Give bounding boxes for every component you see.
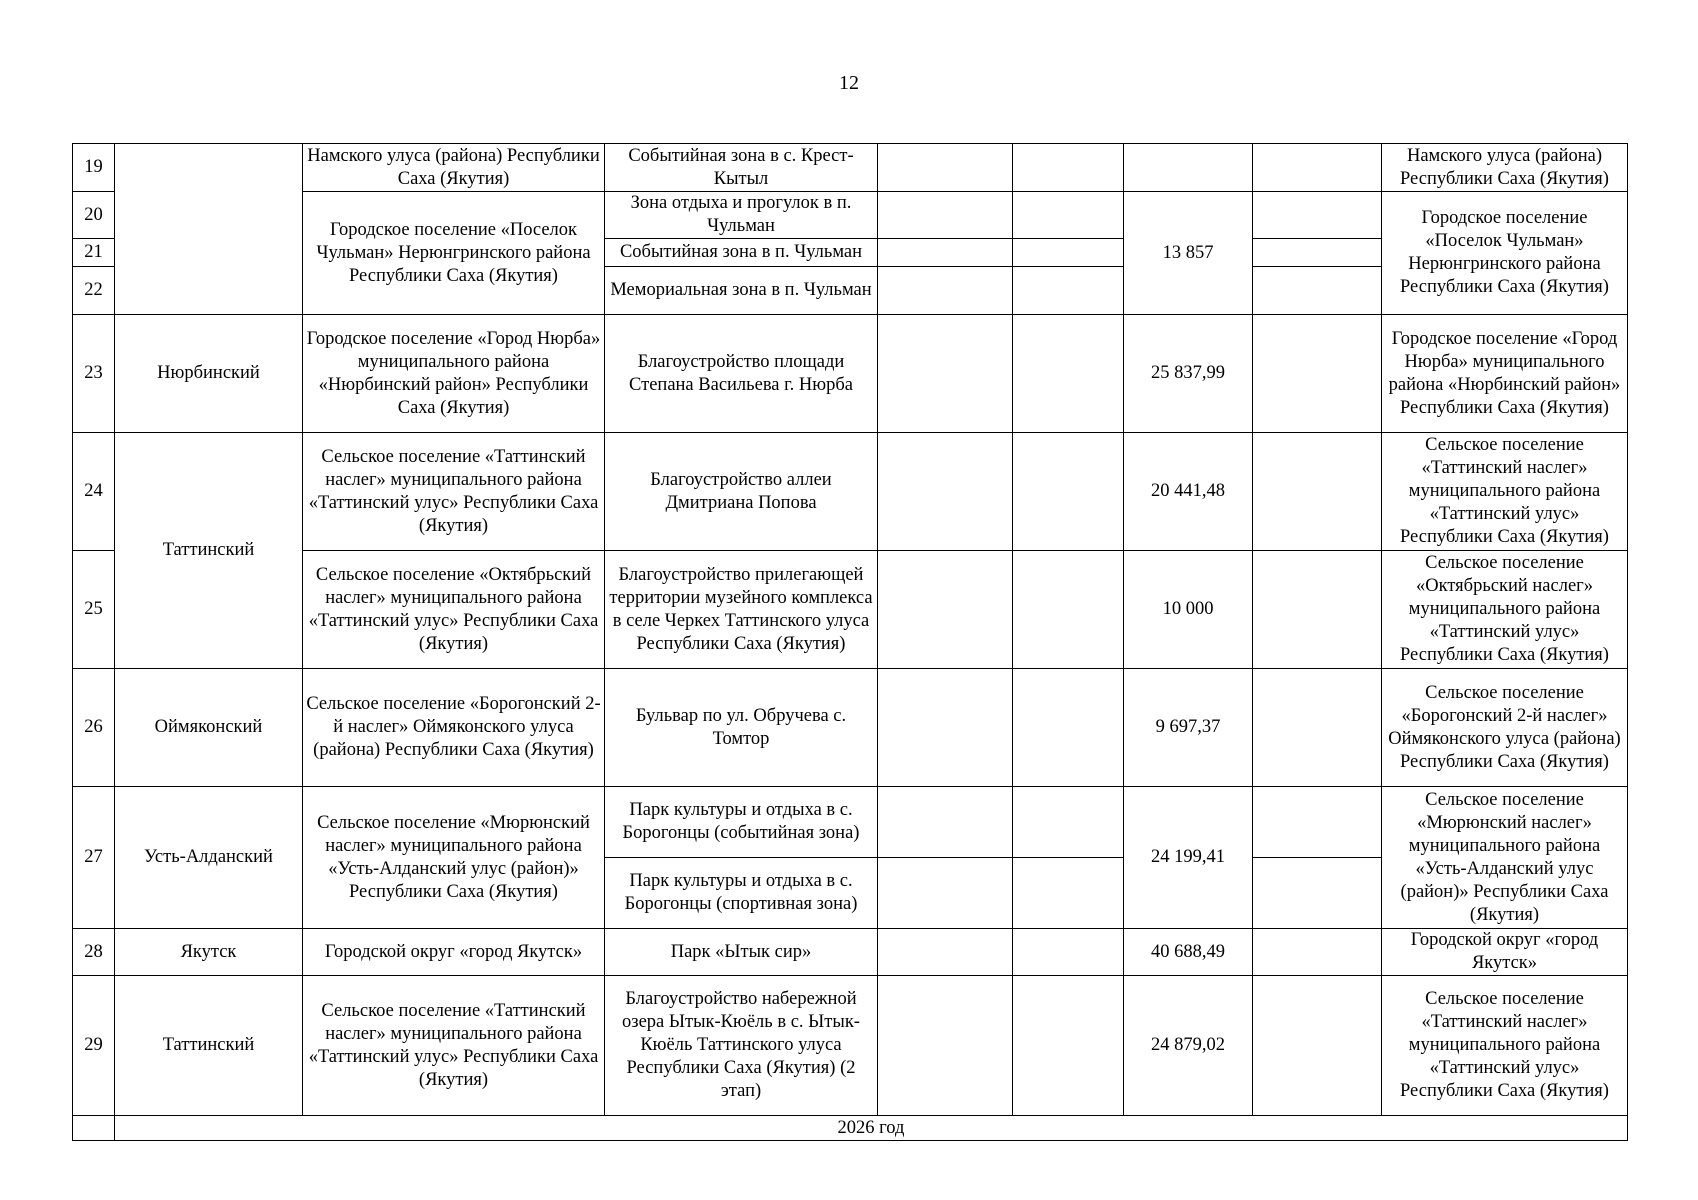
object-cell: Зона отдыха и прогулок в п. Чульман: [605, 192, 878, 239]
applicant-cell: Городское поселение «Город Нюрба» муниципального района «Нюрбинский район» Республики Саха (Якутия): [303, 315, 605, 433]
amount-cell: 13 857: [1124, 192, 1253, 315]
empty-cell: [878, 551, 1013, 669]
district-cell: Усть-Алданский: [115, 787, 303, 929]
applicant-cell: Сельское поселение «Таттинский наслег» муниципального района «Таттинский улус» Республики Саха (Якутия): [303, 976, 605, 1116]
empty-cell: [1253, 267, 1382, 315]
row-number: 25: [73, 551, 115, 669]
row-number: 21: [73, 239, 115, 267]
row-number: 26: [73, 669, 115, 787]
empty-cell: [878, 858, 1013, 929]
year-section-row: [73, 1116, 1628, 1141]
empty-cell: [1013, 551, 1124, 669]
empty-cell: [1013, 433, 1124, 551]
object-cell: Благоустройство площади Степана Васильева г. Нюрба: [605, 315, 878, 433]
recipient-cell: Сельское поселение «Мюрюнский наслег» муниципального района «Усть-Алданский улус (район)» Республики Саха (Якутия): [1382, 787, 1628, 929]
empty-cell: [878, 239, 1013, 267]
table-row: [73, 976, 1628, 1116]
row-number: 28: [73, 929, 115, 976]
empty-cell: [1253, 669, 1382, 787]
applicant-cell: Городской округ «город Якутск»: [303, 929, 605, 976]
empty-cell: [1013, 669, 1124, 787]
table-row: [73, 192, 1628, 239]
page-number: 12: [839, 72, 859, 94]
amount-cell: 40 688,49: [1124, 929, 1253, 976]
row-number: 24: [73, 433, 115, 551]
recipient-cell: Городское поселение «Город Нюрба» муниципального района «Нюрбинский район» Республики Саха (Якутия): [1382, 315, 1628, 433]
empty-cell: [1013, 858, 1124, 929]
amount-cell: 25 837,99: [1124, 315, 1253, 433]
district-cell: [115, 144, 303, 315]
table-row: [73, 315, 1628, 433]
applicant-cell: Сельское поселение «Таттинский наслег» муниципального района «Таттинский улус» Республики Саха (Якутия): [303, 433, 605, 551]
empty-cell: [1253, 192, 1382, 239]
row-number: 20: [73, 192, 115, 239]
empty-cell: [878, 669, 1013, 787]
district-cell: Оймяконский: [115, 669, 303, 787]
object-cell: Благоустройство прилегающей территории музейного комплекса в селе Черкех Таттинского улуса Республики Саха (Якутия): [605, 551, 878, 669]
empty-cell: [1013, 929, 1124, 976]
empty-cell: [1013, 144, 1124, 192]
applicant-cell: Городское поселение «Поселок Чульман» Нерюнгринского района Республики Саха (Якутия): [303, 192, 605, 315]
empty-cell: [878, 267, 1013, 315]
empty-cell: [1253, 144, 1382, 192]
district-cell: Нюрбинский: [115, 315, 303, 433]
object-cell: Парк «Ытык сир»: [605, 929, 878, 976]
applicant-cell: Сельское поселение «Октябрьский наслег» муниципального района «Таттинский улус» Республики Саха (Якутия): [303, 551, 605, 669]
recipient-cell: Городской округ «город Якутск»: [1382, 929, 1628, 976]
row-number: 23: [73, 315, 115, 433]
empty-cell: [1013, 787, 1124, 858]
amount-cell: 24 199,41: [1124, 787, 1253, 929]
empty-cell: [1253, 239, 1382, 267]
object-cell: Благоустройство набережной озера Ытык-Кюёль в с. Ытык-Кюёль Таттинского улуса Республики Саха (Якутия) (2 этап): [605, 976, 878, 1116]
empty-cell: [1253, 787, 1382, 858]
table-row: [73, 433, 1628, 551]
recipient-cell: Сельское поселение «Октябрьский наслег» муниципального района «Таттинский улус» Республики Саха (Якутия): [1382, 551, 1628, 669]
table-row: [73, 551, 1628, 669]
object-cell: Событийная зона в с. Крест-Кытыл: [605, 144, 878, 192]
year-label: 2026 год: [115, 1116, 1628, 1141]
table-row: [73, 929, 1628, 976]
amount-cell: 20 441,48: [1124, 433, 1253, 551]
applicant-cell: Сельское поселение «Мюрюнский наслег» муниципального района «Усть-Алданский улус (район)» Республики Саха (Якутия): [303, 787, 605, 929]
empty-cell: [1253, 976, 1382, 1116]
empty-cell: [878, 433, 1013, 551]
object-cell: Мемориальная зона в п. Чульман: [605, 267, 878, 315]
amount-cell: 9 697,37: [1124, 669, 1253, 787]
empty-cell: [878, 976, 1013, 1116]
amount-cell: [1124, 144, 1253, 192]
row-number: 22: [73, 267, 115, 315]
row-number: 29: [73, 976, 115, 1116]
row-number: 19: [73, 144, 115, 192]
applicant-cell: Сельское поселение «Борогонский 2-й наслег» Оймяконского улуса (района) Республики Саха (Якутия): [303, 669, 605, 787]
object-cell: Событийная зона в п. Чульман: [605, 239, 878, 267]
object-cell: Благоустройство аллеи Дмитриана Попова: [605, 433, 878, 551]
row-number: 27: [73, 787, 115, 929]
recipient-cell: Сельское поселение «Борогонский 2-й наслег» Оймяконского улуса (района) Республики Саха (Якутия): [1382, 669, 1628, 787]
table-row: [73, 787, 1628, 858]
recipient-cell: Городское поселение «Поселок Чульман» Нерюнгринского района Республики Саха (Якутия): [1382, 192, 1628, 315]
amount-cell: 24 879,02: [1124, 976, 1253, 1116]
applicant-cell: Намского улуса (района) Республики Саха (Якутия): [303, 144, 605, 192]
empty-cell: [1013, 192, 1124, 239]
empty-cell: [878, 929, 1013, 976]
district-cell: Таттинский: [115, 433, 303, 669]
empty-cell: [878, 787, 1013, 858]
empty-cell: [1253, 433, 1382, 551]
amount-cell: 10 000: [1124, 551, 1253, 669]
empty-cell: [73, 1116, 115, 1141]
empty-cell: [878, 144, 1013, 192]
recipient-cell: Сельское поселение «Таттинский наслег» муниципального района «Таттинский улус» Республики Саха (Якутия): [1382, 976, 1628, 1116]
empty-cell: [1013, 976, 1124, 1116]
empty-cell: [1253, 858, 1382, 929]
recipient-cell: Сельское поселение «Таттинский наслег» муниципального района «Таттинский улус» Республики Саха (Якутия): [1382, 433, 1628, 551]
object-cell: Парк культуры и отдыха в с. Борогонцы (событийная зона): [605, 787, 878, 858]
table-row: [73, 144, 1628, 192]
object-cell: Бульвар по ул. Обручева с. Томтор: [605, 669, 878, 787]
district-cell: Таттинский: [115, 976, 303, 1116]
object-cell: Парк культуры и отдыха в с. Борогонцы (спортивная зона): [605, 858, 878, 929]
empty-cell: [1253, 315, 1382, 433]
empty-cell: [1253, 929, 1382, 976]
table-row: [73, 669, 1628, 787]
empty-cell: [1253, 551, 1382, 669]
empty-cell: [1013, 239, 1124, 267]
empty-cell: [878, 192, 1013, 239]
program-table: [72, 143, 1628, 1141]
empty-cell: [1013, 267, 1124, 315]
empty-cell: [1013, 315, 1124, 433]
empty-cell: [878, 315, 1013, 433]
district-cell: Якутск: [115, 929, 303, 976]
recipient-cell: Намского улуса (района) Республики Саха (Якутия): [1382, 144, 1628, 192]
